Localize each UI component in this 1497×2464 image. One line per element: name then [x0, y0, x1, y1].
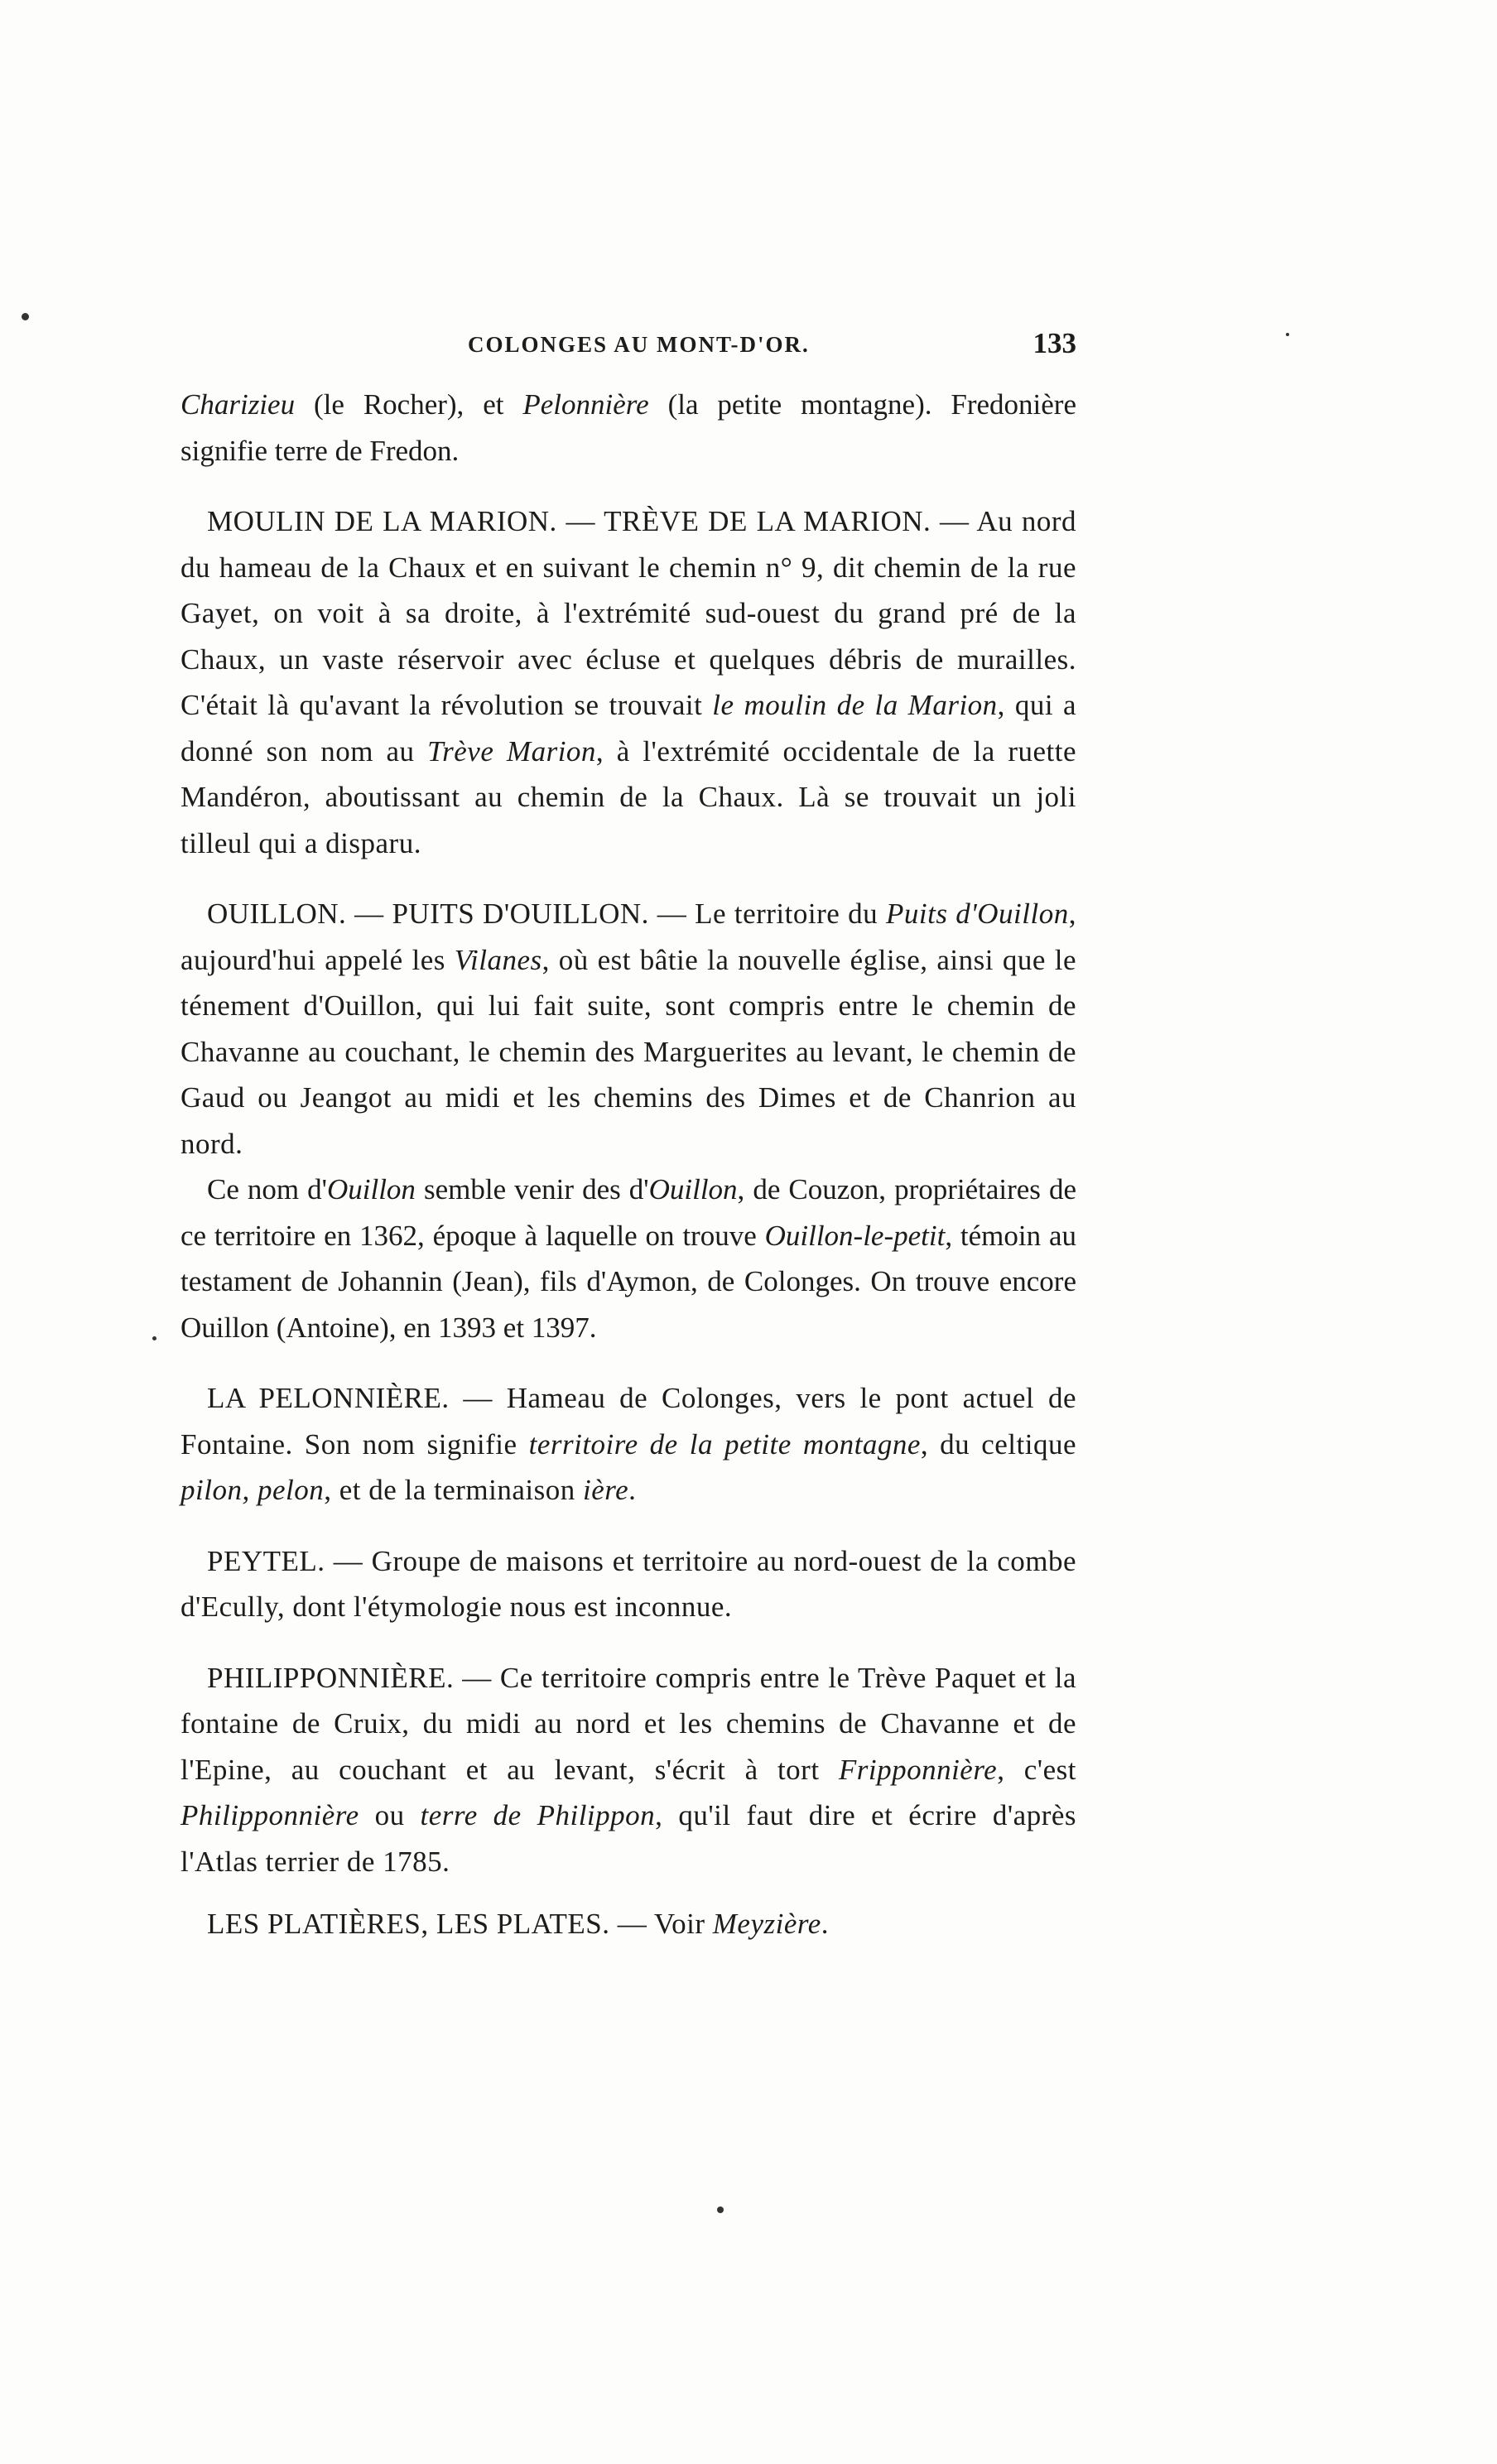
ink-speck: [1286, 333, 1289, 336]
text-run: , à l'extrémité occidentale de la ruette Mandéron, aboutissant au chemin de la Chaux. Là se trouvait un joli tilleul qui a disparu.: [181, 734, 1076, 859]
italic-term: Ouillon: [326, 1173, 416, 1206]
italic-term: terre de Philippon: [420, 1799, 656, 1831]
italic-term: Philipponnière: [181, 1799, 359, 1831]
italic-term: pilon, pelon: [181, 1474, 325, 1506]
text-run: Ce nom d': [207, 1173, 327, 1206]
text-run: (le Rocher), et: [295, 388, 523, 421]
italic-term: ière: [583, 1474, 629, 1506]
text-run: semble venir des d': [415, 1173, 649, 1206]
text-run: , qu'il faut dire et écrire d'après l'Atlas terrier de 1785.: [181, 1799, 1077, 1878]
entry-la-pelonniere: [181, 1375, 1076, 1514]
text-run: PHILIPPONNIÈRE. — Ce territoire compris entre le Trève Paquet et la fontaine de Cruix, du midi au nord et les chemins de Chavanne et de l'Epine, au couchant et au levant, s'écrit à tort: [181, 1661, 1076, 1786]
entry-les-platieres: [181, 1901, 1076, 1947]
italic-term: Pelonnière: [522, 388, 649, 421]
text-run: , témoin au testament de Johannin (Jean), fils d'Aymon, de Colonges. On trouve encore Ouillon (Antoine), en 1393 et 1397.: [181, 1219, 1076, 1344]
italic-term: Charizieu: [181, 388, 296, 421]
text-run: , de Couzon, propriétaires de ce territoire en 1362, époque à laquelle on trouve: [181, 1173, 1076, 1252]
page-body: [181, 327, 1076, 1947]
text-run: , aujourd'hui appelé les: [181, 898, 1076, 976]
italic-term: territoire de la petite montagne: [528, 1427, 921, 1461]
italic-term: Puits d'Ouillon: [886, 898, 1069, 930]
paragraph-charizieu: [181, 382, 1076, 474]
text-run: , qui a donné son nom au: [181, 689, 1077, 768]
running-title: COLONGES AU MONT-D'OR.: [468, 332, 810, 357]
text-run: OUILLON. — PUITS D'OUILLON. — Le territoire du: [207, 898, 886, 930]
paragraph-ouillon-origin: [181, 1167, 1076, 1350]
entry-philipponniere: [181, 1655, 1076, 1885]
entry-ouillon: [181, 891, 1076, 1167]
running-head: [181, 327, 1076, 370]
text-run: .: [821, 1908, 829, 1940]
text-run: , où est bâtie la nouvelle église, ainsi que le ténement d'Ouillon, qui lui fait suite, sont compris entre le chemin de Chavanne au couchant, le chemin des Marguerites au levant, le chemin de Gaud ou Jeangot au midi et les chemins des Dimes et de Chanrion au nord.: [181, 943, 1076, 1160]
entry-peytel: [181, 1538, 1076, 1630]
page-number: 133: [1032, 327, 1076, 359]
italic-term: Ouillon-le-petit: [764, 1219, 946, 1252]
text-run: , c'est: [997, 1753, 1076, 1786]
italic-term: Ouillon: [648, 1173, 738, 1206]
text-run: (la petite montagne). Fredonière signifie terre de Fredon.: [181, 388, 1076, 467]
italic-term: Meyzière: [712, 1908, 821, 1940]
text-run: , du celtique: [920, 1427, 1076, 1461]
text-run: .: [628, 1474, 637, 1506]
italic-term: Vilanes: [454, 943, 542, 976]
ink-speck: [717, 2207, 724, 2213]
text-run: MOULIN DE LA MARION. — TRÈVE DE LA MARION. — Au nord du hameau de la Chaux et en suivant le chemin n° 9, dit chemin de la rue Gayet, on voit à sa droite, à l'extrémité sud-ouest du grand pré de la Chaux, un vaste réservoir avec écluse et quelques débris de murailles. C'était là qu'avant la révolution se trouvait: [181, 505, 1076, 721]
text-run: LES PLATIÈRES, LES PLATES. — Voir: [207, 1908, 713, 1940]
text-run: LA PELONNIÈRE. — Hameau de Colonges, vers le pont actuel de Fontaine. Son nom signifie: [181, 1382, 1076, 1461]
italic-term: le moulin de la Marion: [712, 689, 998, 721]
italic-term: Fripponnière: [838, 1753, 998, 1786]
ink-speck: [22, 313, 29, 320]
text-run: , et de la terminaison: [324, 1474, 584, 1506]
text-run: PEYTEL. — Groupe de maisons et territoire au nord-ouest de la combe d'Ecully, dont l'étymologie nous est inconnue.: [181, 1544, 1076, 1623]
ink-speck: [152, 1336, 156, 1340]
italic-term: Trève Marion: [427, 734, 596, 768]
entry-moulin-de-la-marion: [181, 498, 1076, 866]
text-run: ou: [359, 1799, 421, 1831]
